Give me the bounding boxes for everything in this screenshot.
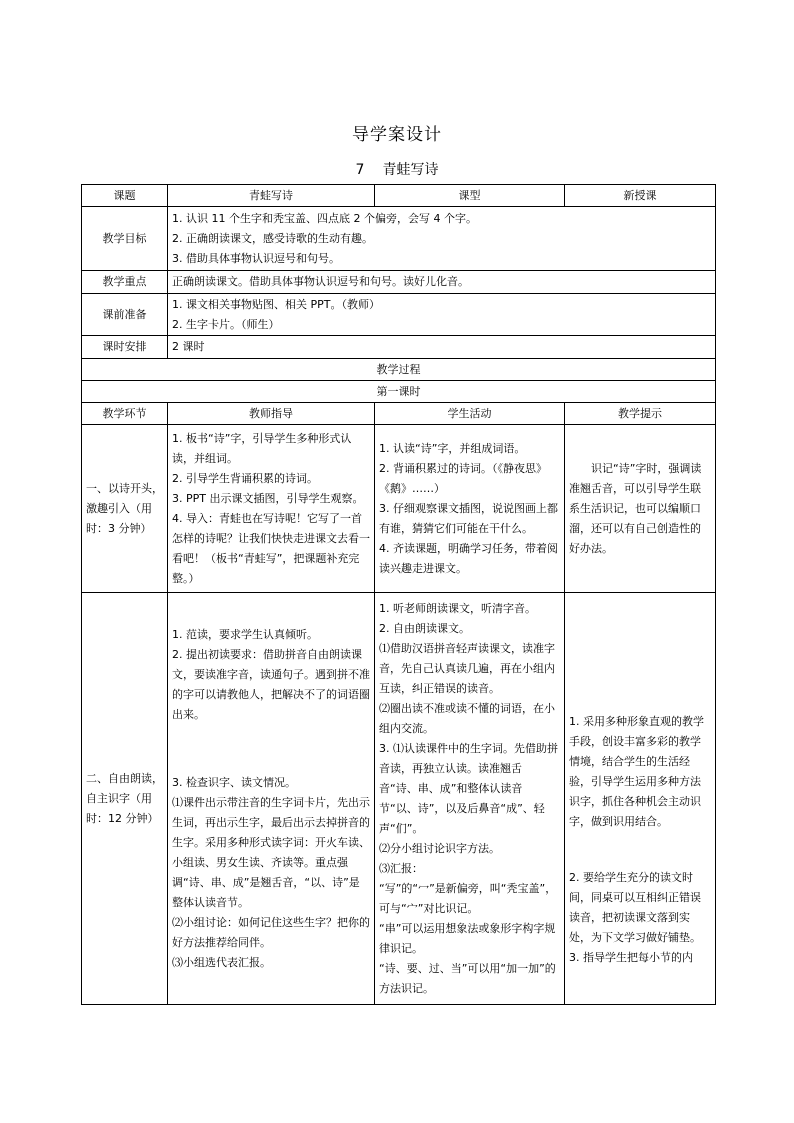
student-step: 4. 齐读课题，明确学习任务，带着阅读兴趣走进课文。 <box>379 541 558 575</box>
prep-row <box>82 294 716 336</box>
goals-label: 教学目标 <box>82 207 168 271</box>
prep-cell <box>168 294 716 336</box>
spacer <box>172 725 370 773</box>
student-step: 1. 听老师朗读课文，听清字音。 <box>379 601 536 615</box>
process-header-row <box>82 403 716 425</box>
teacher-step: 2. 提出初读要求：借助拼音自由朗读课文，要读准字音，读通句子。遇到拼不准的字可以请教他人，把解决不了的词语圈出来。 <box>172 647 370 721</box>
stage1-row <box>82 425 716 593</box>
goals-cell <box>168 207 716 271</box>
student-step: 3. 仔细观察课文插图，说说图画上都有谁，猜猜它们可能在干什么。 <box>379 501 558 535</box>
prep-item: 2. 生字卡片。（师生） <box>172 317 280 331</box>
topic-row <box>82 185 716 207</box>
tip-item: 3. 指导学生把每小节的内 <box>569 950 693 964</box>
goal-item: 3. 借助具体事物认识逗号和句号。 <box>172 251 340 265</box>
prep-item: 1. 课文相关事物贴图、相关 PPT。（教师） <box>172 297 380 311</box>
period-title: 第一课时 <box>82 381 716 403</box>
header-student: 学生活动 <box>375 403 565 425</box>
tip-item: 1. 采用多种形象直观的教学手段，创设丰富多彩的教学情境，结合学生的生活经验，引导学生运用多种方法识字，抓住各种机会主动识字，做到识用结合。 <box>569 714 704 828</box>
header-tips: 教学提示 <box>565 403 716 425</box>
student-step: “串”可以运用想象法或象形字构字规律识记。 <box>379 921 556 955</box>
student-step: ⑵分小组讨论识字方法。 <box>379 841 500 855</box>
header-teacher: 教师指导 <box>168 403 375 425</box>
topic-label: 课题 <box>82 185 168 207</box>
teacher-step: ⑵小组讨论：如何记住这些生字？把你的好方法推荐给同伴。 <box>172 915 370 949</box>
teacher-step: 1. 板书“诗”字，引导学生多种形式认读，并组词。 <box>172 431 352 465</box>
stage1-teacher <box>168 425 375 593</box>
stage2-row <box>82 593 716 1005</box>
lesson-number: 7 <box>355 162 365 178</box>
process-title: 教学过程 <box>82 359 716 381</box>
teacher-step: 4. 导入：青蛙也在写诗呢！它写了一首怎样的诗呢？让我们快快走进课文去看一看吧！（板书“青蛙写”，把课题补充完整。） <box>172 511 370 585</box>
hours-row <box>82 336 716 359</box>
goal-item: 1. 认识 11 个生字和秃宝盖、四点底 2 个偏旁，会写 4 个字。 <box>172 211 477 225</box>
type-value: 新授课 <box>565 185 716 207</box>
type-label: 课型 <box>375 185 565 207</box>
stage2-teacher <box>168 593 375 1005</box>
student-step: “诗、要、过、当”可以用“加一加”的方法识记。 <box>379 961 556 995</box>
student-step: 1. 认读“诗”字，并组成词语。 <box>379 441 526 455</box>
lesson-name: 青蛙写诗 <box>382 162 439 178</box>
stage2-name: 二、自由朗读，自主识字（用时：12 分钟） <box>82 593 168 1005</box>
stage2-student <box>375 593 565 1005</box>
teacher-step: 3. PPT 出示课文插图，引导学生观察。 <box>172 491 364 505</box>
teacher-step: 2. 引导学生背诵积累的诗词。 <box>172 471 318 485</box>
student-step: 2. 背诵积累过的诗词。（《静夜思》《鹅》……） <box>379 461 547 495</box>
header-stage: 教学环节 <box>82 403 168 425</box>
student-step: ⑵圈出读不准或读不懂的词语，在小组内交流。 <box>379 701 555 735</box>
period-row <box>82 381 716 403</box>
spacer <box>569 832 711 868</box>
stage1-student <box>375 425 565 593</box>
student-step: 2. 自由朗读课文。 <box>379 621 470 635</box>
hours-value: 2 课时 <box>168 336 716 359</box>
stage1-name: 一、以诗开头，激趣引入（用时：3 分钟） <box>82 425 168 593</box>
spacer <box>569 630 711 712</box>
lesson-plan-table <box>81 184 716 1005</box>
key-value: 正确朗读课文。借助具体事物认识逗号和句号。读好儿化音。 <box>168 271 716 294</box>
teacher-step: 1. 范读，要求学生认真倾听。 <box>172 627 318 641</box>
goals-row <box>82 207 716 271</box>
student-step: ⑴借助汉语拼音轻声读课文，读准字音，先自己认真读几遍，再在小组内互读，纠正错误的读音。 <box>379 641 555 695</box>
stage2-tips <box>565 593 716 1005</box>
hours-label: 课时安排 <box>82 336 168 359</box>
teacher-step: ⑶小组选代表汇报。 <box>172 955 271 969</box>
prep-label: 课前准备 <box>82 294 168 336</box>
teacher-step: ⑴课件出示带注音的生字词卡片，先出示生词，再出示生字，最后出示去掉拼音的生字。采用多种形式读字词：开火车读、小组读、男女生读、齐读等。重点强调“诗、串、成”是翘舌音，“以、诗”是整体认读音节。 <box>172 795 370 909</box>
student-step: 3. ⑴认读课件中的生字词。先借助拼音读，再独立认读。读准翘舌音“诗、串、成”和整体认读音节“以、诗”，以及后鼻音“成”、轻声“们”。 <box>379 741 558 835</box>
student-step: “写”的“冖”是新偏旁，叫“秃宝盖”，可与“宀”对比识记。 <box>379 881 557 915</box>
process-title-row <box>82 359 716 381</box>
teacher-step: 3. 检查识字、读文情况。 <box>172 775 296 789</box>
key-label: 教学重点 <box>82 271 168 294</box>
stage1-tip: 识记“诗”字时，强调读准翘舌音，可以引导学生联系生活识记，也可以编顺口溜，还可以有自己创造性的好办法。 <box>565 425 716 593</box>
tip-item: 2. 要给学生充分的读文时间，同桌可以互相纠正错误读音，把初读课文落到实处，为下文学习做好铺垫。 <box>569 870 701 944</box>
goal-item: 2. 正确朗读课文，感受诗歌的生动有趣。 <box>172 231 373 245</box>
document-title: 导学案设计 <box>352 125 442 145</box>
topic-value: 青蛙写诗 <box>168 185 375 207</box>
lesson-heading <box>0 159 794 179</box>
key-row <box>82 271 716 294</box>
student-step: ⑶汇报： <box>379 861 423 875</box>
